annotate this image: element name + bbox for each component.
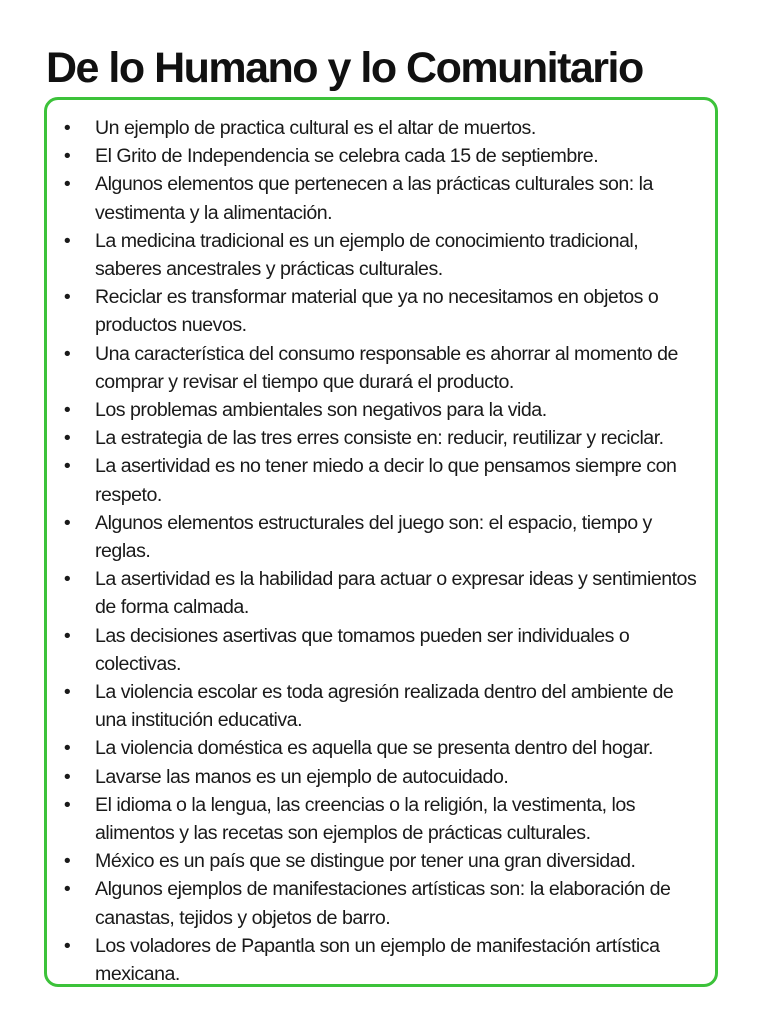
bullet-icon: • — [63, 878, 71, 901]
page-title: De lo Humano y lo Comunitario — [46, 44, 643, 92]
fact-text: Un ejemplo de practica cultural es el altar de muertos. — [95, 117, 536, 139]
fact-item — [47, 396, 699, 424]
fact-text: México es un país que se distingue por tener una gran diversidad. — [95, 850, 636, 873]
fact-text: La medicina tradicional es un ejemplo de conocimiento tradicional, saberes ancestrales y prácticas culturales. — [95, 229, 639, 281]
bullet-icon: • — [63, 681, 71, 704]
fact-item — [47, 142, 699, 170]
fact-item — [47, 875, 699, 931]
fact-item — [47, 227, 699, 283]
bullet-icon: • — [63, 117, 71, 139]
bullet-icon: • — [63, 511, 71, 534]
fact-item — [47, 678, 699, 734]
fact-item — [47, 424, 699, 452]
fact-text: Lavarse las manos es un ejemplo de autocuidado. — [95, 765, 509, 788]
fact-text: La asertividad es no tener miedo a decir lo que pensamos siempre con respeto. — [95, 455, 677, 506]
bullet-icon: • — [63, 624, 71, 647]
fact-item — [47, 791, 699, 847]
fact-text: Algunos elementos estructurales del juego son: el espacio, tiempo y reglas. — [95, 511, 652, 563]
fact-item — [47, 847, 699, 875]
fact-text: Reciclar es transformar material que ya no necesitamos en objetos o productos nuevos. — [95, 286, 659, 337]
fact-text: Los voladores de Papantla son un ejemplo de manifestación artística mexicana. — [95, 934, 660, 986]
bullet-icon: • — [63, 793, 71, 816]
fact-item — [47, 565, 699, 621]
bullet-icon: • — [63, 342, 71, 365]
fact-text: Algunos ejemplos de manifestaciones artísticas son: la elaboración de canastas, tejidos y objetos de barro. — [95, 878, 671, 929]
fact-item — [47, 734, 699, 762]
bullet-icon: • — [63, 229, 71, 252]
fact-text: La violencia escolar es toda agresión realizada dentro del ambiente de una institución educativa. — [95, 681, 674, 732]
fact-item — [47, 452, 699, 508]
bullet-icon: • — [63, 455, 71, 478]
fact-item — [47, 622, 699, 678]
fact-text: La estrategia de las tres erres consiste en: reducir, reutilizar y reciclar. — [95, 427, 664, 450]
bullet-icon: • — [63, 286, 71, 309]
facts-list — [47, 100, 715, 988]
fact-text: Los problemas ambientales son negativos para la vida. — [95, 399, 547, 422]
fact-text: El idioma o la lengua, las creencias o la religión, la vestimenta, los alimentos y las recetas son ejemplos de prácticas culturales. — [95, 793, 636, 845]
bullet-icon: • — [63, 568, 71, 591]
bullet-icon: • — [63, 399, 71, 422]
bullet-icon: • — [63, 173, 71, 196]
fact-item — [47, 509, 699, 565]
bullet-icon: • — [63, 737, 71, 760]
fact-item — [47, 283, 699, 339]
bullet-icon: • — [63, 427, 71, 450]
bullet-icon: • — [63, 765, 71, 788]
fact-item — [47, 932, 699, 988]
fact-text: El Grito de Independencia se celebra cada 15 de septiembre. — [95, 145, 599, 168]
fact-text: Algunos elementos que pertenecen a las prácticas culturales son: la vestimenta y la alimentación. — [95, 173, 653, 224]
fact-text: La violencia doméstica es aquella que se presenta dentro del hogar. — [95, 737, 653, 760]
fact-text: Una característica del consumo responsable es ahorrar al momento de comprar y revisar el tiempo que durará el producto. — [95, 342, 678, 393]
fact-item — [47, 170, 699, 226]
bullet-icon: • — [63, 850, 71, 873]
facts-box — [44, 97, 718, 987]
fact-item — [47, 114, 699, 142]
bullet-icon: • — [63, 934, 71, 957]
bullet-icon: • — [63, 145, 71, 168]
fact-item — [47, 763, 699, 791]
fact-text: Las decisiones asertivas que tomamos pueden ser individuales o colectivas. — [95, 624, 630, 675]
fact-text: La asertividad es la habilidad para actuar o expresar ideas y sentimientos de forma calmada. — [95, 568, 697, 619]
fact-item — [47, 340, 699, 396]
